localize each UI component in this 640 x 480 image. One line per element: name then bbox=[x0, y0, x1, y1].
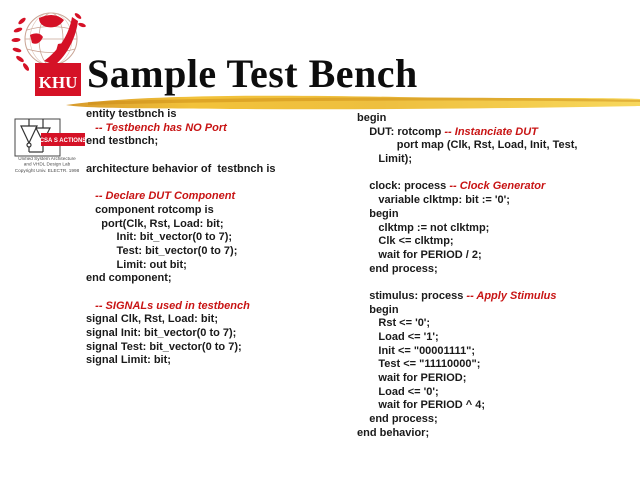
code-statement: clktmp := not clktmp; bbox=[357, 221, 490, 234]
code-line bbox=[86, 190, 276, 204]
code-comment: -- Instanciate DUT bbox=[444, 125, 538, 138]
code-statement: architecture behavior of testbnch is bbox=[86, 162, 276, 175]
code-line bbox=[357, 167, 577, 181]
code-line bbox=[86, 218, 276, 232]
code-statement: wait for PERIOD ^ 4; bbox=[357, 399, 486, 412]
code-line bbox=[86, 245, 276, 259]
book-caption-line: and VHDL Design Lab bbox=[23, 162, 71, 168]
code-statement: Test <= "11110000"; bbox=[357, 358, 481, 371]
code-comment: -- Declare DUT Component bbox=[86, 190, 236, 203]
code-statement: end process; bbox=[357, 413, 438, 426]
code-statement: begin bbox=[357, 303, 399, 316]
code-line bbox=[357, 194, 577, 208]
code-statement: Test: bit_vector(0 to 7); bbox=[86, 244, 238, 257]
code-statement: end process; bbox=[357, 262, 438, 275]
code-line bbox=[357, 304, 577, 318]
code-line bbox=[357, 317, 577, 331]
code-comment: -- SIGNALs used in testbench bbox=[86, 299, 250, 312]
code-line bbox=[86, 313, 276, 327]
code-statement: DUT: rotcomp bbox=[357, 125, 445, 138]
code-statement: signal Init: bit_vector(0 to 7); bbox=[86, 327, 237, 339]
code-statement: Init: bit_vector(0 to 7); bbox=[86, 231, 233, 244]
code-line bbox=[86, 286, 276, 300]
code-line bbox=[86, 354, 276, 368]
code-statement: Init <= "00001111"; bbox=[357, 344, 476, 357]
code-line bbox=[357, 249, 577, 263]
code-statement: Rst <= '0'; bbox=[357, 317, 431, 330]
page-title: Sample Test Bench bbox=[87, 51, 418, 96]
code-line bbox=[357, 427, 577, 441]
code-statement: Limit: out bit; bbox=[86, 258, 187, 271]
code-statement: port map (Clk, Rst, Load, Init, Test, bbox=[357, 139, 578, 152]
code-statement: variable clktmp: bit := '0'; bbox=[357, 194, 510, 207]
code-statement: Clk <= clktmp; bbox=[357, 235, 454, 248]
code-line bbox=[357, 222, 577, 236]
code-line bbox=[357, 331, 577, 345]
book-caption-line: Unified System Architecture bbox=[18, 157, 76, 162]
code-line bbox=[86, 204, 276, 218]
code-statement: end testbnch; bbox=[86, 135, 159, 148]
code-line bbox=[86, 135, 276, 149]
code-line bbox=[86, 272, 276, 286]
code-statement: begin bbox=[357, 112, 387, 124]
code-line bbox=[357, 235, 577, 249]
code-line bbox=[86, 341, 276, 355]
code-statement: entity testbnch is bbox=[86, 108, 177, 120]
code-line bbox=[357, 386, 577, 400]
book-caption bbox=[8, 157, 86, 174]
khu-university-logo bbox=[10, 6, 86, 100]
code-statement: port(Clk, Rst, Load: bit; bbox=[86, 217, 224, 230]
code-line bbox=[357, 413, 577, 427]
code-statement: clock: process bbox=[357, 180, 450, 193]
vhdl-code-right-column bbox=[357, 112, 577, 441]
code-line bbox=[357, 153, 577, 167]
code-statement: signal Limit: bit; bbox=[86, 354, 171, 367]
code-statement: begin bbox=[357, 207, 399, 220]
code-line bbox=[86, 259, 276, 273]
code-statement: end behavior; bbox=[357, 426, 430, 439]
code-statement: Limit); bbox=[357, 153, 412, 166]
code-statement: Load <= '1'; bbox=[357, 331, 439, 343]
code-comment: -- Testbench has NO Port bbox=[86, 121, 227, 134]
vhdl-code-left-column bbox=[86, 108, 276, 368]
code-line bbox=[357, 372, 577, 386]
code-statement: signal Clk, Rst, Load: bit; bbox=[86, 313, 219, 326]
code-line bbox=[357, 276, 577, 290]
code-statement: end component; bbox=[86, 272, 172, 285]
code-line bbox=[357, 112, 577, 126]
code-statement: stimulus: process bbox=[357, 289, 467, 302]
code-line bbox=[357, 263, 577, 277]
code-line bbox=[357, 345, 577, 359]
code-line bbox=[86, 108, 276, 122]
code-line bbox=[86, 149, 276, 163]
code-line bbox=[357, 358, 577, 372]
code-line bbox=[357, 139, 577, 153]
book-caption-line: Copyright Univ. ELECTR. 1998 bbox=[14, 168, 80, 174]
code-comment: -- Clock Generator bbox=[449, 180, 546, 193]
code-statement: component rotcomp is bbox=[86, 203, 214, 216]
code-line bbox=[86, 231, 276, 245]
code-line bbox=[357, 290, 577, 304]
code-line bbox=[357, 180, 577, 194]
code-line bbox=[86, 327, 276, 341]
code-line bbox=[86, 122, 276, 136]
book-badge-text: CSA S ACTIONS bbox=[39, 138, 87, 144]
code-line bbox=[86, 163, 276, 177]
khu-badge-text: KHU bbox=[38, 73, 78, 92]
code-line bbox=[357, 126, 577, 140]
code-statement: signal Test: bit_vector(0 to 7); bbox=[86, 340, 242, 353]
code-line bbox=[86, 176, 276, 190]
code-line bbox=[86, 300, 276, 314]
code-line bbox=[357, 208, 577, 222]
code-comment: -- Apply Stimulus bbox=[466, 289, 557, 302]
code-line bbox=[357, 399, 577, 413]
code-statement: Load <= '0'; bbox=[357, 385, 439, 398]
code-statement: wait for PERIOD; bbox=[357, 372, 467, 385]
code-statement: wait for PERIOD / 2; bbox=[357, 248, 482, 261]
book-circuit-logo bbox=[10, 118, 90, 158]
